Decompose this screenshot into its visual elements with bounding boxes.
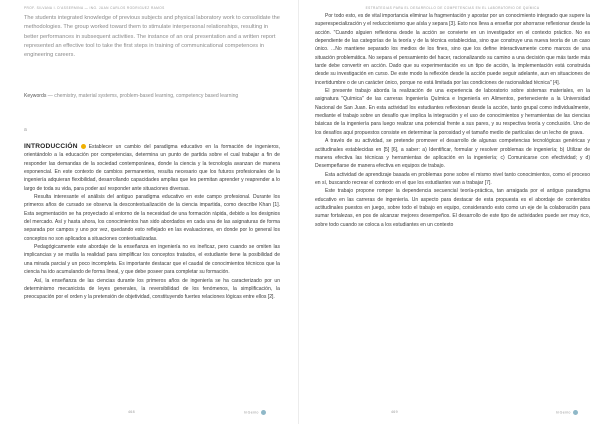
abstract-english: The students integrated knowledge of previous subjects and physical laboratory work to consolidate the methodologies. The group worked toward them to stimulate interpersonal relationships, resulting in better performances in subsequent activities. The instance of an oral presentation and a written report represented an effective tool to take the first steps in training of communicational competences in engineering careers. — [24, 15, 280, 59]
right-folio-label — [556, 410, 578, 415]
right-body — [315, 12, 590, 229]
journal-logo-icon — [261, 410, 266, 415]
left-page — [0, 0, 299, 424]
paragraph: Pedagógicamente este abordaje de la enseñanza en ingeniería no es ineficaz, pero cuando se omiten las implicancias y se mutila la realidad para simplificar los conceptos tratados, el estudiante tiene la posibilidad de una mirada parcial y un poco incompleta. Es importante destacar que el caudal de conocimientos técnicos que la ciencia ha ido acumulando de forma lineal, y que debe poseer para completar su formación. — [24, 244, 280, 276]
intro-heading: INTRODUCCIÓN — [24, 143, 78, 150]
paragraph: Resulta interesante el análisis del antiguo paradigma educativo en este campo profesional. Durante los primeros años de cursado se observa la descontextualización de la ciencia impartida, como describe Khan [1]. Esta segmentación se ha proyectado al entorno de la necesidad de una formación rápida, debido a los designios del mercado. Así y hasta ahora, los conocimientos han sido abordados en cada una de las asignaturas de forma separada por campos y uno por vez, quedando esto reflejado en las evaluaciones, en donde por lo general los conceptos no son aplicados a situaciones contextualizadas. — [24, 194, 280, 242]
intro-text: Establecer un cambio del paradigma educativo en la formación de ingenieros, orientándolo a la educación por competencias, determina un punto de partida sobre el cual trabajar a fin de responder las demandas de la sociedad contemporánea, donde la ciencia y la tecnología avanzan de manera exponencial. En este contexto de cambios permanentes, resulta necesario que los futuros profesionales de la ingeniería adquieran flexibilidad, desarrollando capacidades amplias que les permitan aprender y reaprender a lo largo de toda su vida, para poder así responder ante situaciones diversas. — [24, 144, 280, 192]
intro-paragraph — [24, 143, 280, 193]
journal-logo-icon — [573, 410, 578, 415]
paragraph: Por todo esto, es de vital importancia eliminar la fragmentación y apostar por un conocimiento integrado que supere la superespecialización y el reduccionismo que aísla y separa [3]. Esto nos lleva a enseñar por ahorrarse reflexionar desde la acción. "Cuando alguien reflexiona desde la acción se convierte en un investigador en el contexto práctico. No es dependiente de las categorías de la teoría y de la técnica establecidas, sino que construye una nueva teoría de un caso único. ...No mantiene separado los medios de los fines, sino que los define interactivamente como marcos de una situación problemática. No separa el pensamiento del hacer, racionalizando su camino a una decisión que más tarde más tarde debe convertir en acción. Dado que su experimentación es un tipo de acción, la implementación está construida desde su investigación en curso. De este modo la reflexión desde la acción puede seguir adelante, aun en situaciones de incertidumbre o de un carácter único, porque no está limitada por las condiciones de racionalidad técnica" [4]. — [315, 13, 590, 86]
section-bullet-icon — [81, 144, 86, 149]
right-folio-number: 469 — [391, 410, 398, 414]
left-folio-label — [244, 410, 266, 415]
paragraph: A través de su actividad, se pretende promover el desarrollo de algunas competencias tecnológicas genéricas y actitudinales establecidas en [5] [6], a saber: a) Identificar, formular y resolver problemas de ingeniería; b) Utilizar de manera efectiva las técnicas y herramientas de aplicación en la ingeniería; c) Comunicarse con efectividad; y d) Desempeñarse de manera efectiva en equipos de trabajo. — [315, 138, 590, 170]
right-page — [301, 0, 600, 424]
keywords-text: — chemistry, material systems, problem-based learning, competency based learning — [47, 93, 239, 99]
folio-journal-name: InGenio — [556, 410, 571, 415]
keywords-label: Keywords — [24, 93, 47, 99]
paragraph: Esta actividad de aprendizaje basada en problemas pone sobre el mismo nivel tanto conocimientos, como el proceso en sí, buscando recrear el contexto en el que los estudiantes van a trabajar [7]. — [315, 171, 590, 186]
paragraph: Este trabajo propone romper la dependencia secuencial teoría-práctica, tan arraigada por el antiguo paradigma educativo en las carreras de ingeniería. Un aspecto para destacar de esta propuesta es el abordaje de contenidos actitudinales puestos en juego, sobre todo el trabajo en equipo, considerando esto como un eje de la colaboración para sumar fortalezas, en pos de alcanzar mejores desempeños. El desarrollo de este tipo de actividades puede ser muy rico, sobre todo cuando se coloca a los estudiantes en un contexto — [315, 188, 590, 228]
left-running-head: PROF. SILVANA I. D'ASSERMINA — ING. JUAN CARLOS RODRIGUEZ RAMOS — [24, 6, 165, 10]
folio-journal-name: InGenio — [244, 410, 259, 415]
keywords — [24, 92, 280, 101]
left-folio-number: 468 — [128, 410, 135, 414]
footnote-mark: a — [24, 127, 27, 133]
right-running-head: ESTRATEGIAS PARA EL DESARROLLO DE COMPETENCIAS EN EL LABORATORIO DE QUÍMICA — [365, 6, 540, 10]
paragraph: Así, la enseñanza de las ciencias durante los primeros años de ingeniería se ha caracterizado por un determinismo mecanicista de leyes generales, la reversibilidad de los fenómenos, la simplificación, la preocupación por el orden y la pretensión de objetividad, constituyendo fuertes relaciones lógicas entre ellos [2]. — [24, 277, 280, 301]
paragraph: El presente trabajo aborda la realización de una experiencia de laboratorio sobre sistemas materiales, en la asignatura "Química" de las carreras Ingeniería Química e Ingeniería en Alimentos, perteneciente a la Universidad Nacional de San Juan. En esta actividad los estudiantes reflexionan desde la acción, tanto grupal como individualmente, mediante el trabajo sobre un desafío que implica la integración y el uso de conocimientos y herramientas de las ciencias básicas de la ingeniería para luego realizar una potencial frente a sus pares, y su respectiva teoría y conclusión. Uno de los desafíos aquí propuestos consiste en determinar la porosidad y el tamaño medio de partículas de un lecho de grava. — [315, 88, 590, 136]
left-body — [24, 143, 280, 302]
